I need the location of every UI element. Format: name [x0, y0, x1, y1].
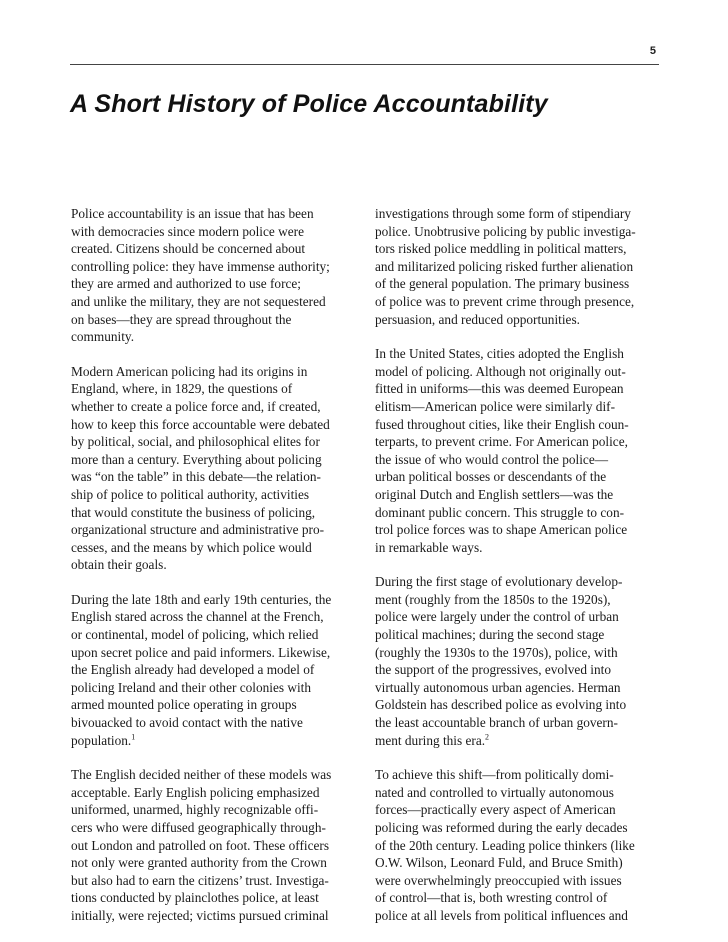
text-line: model of policing. Although not originally out- — [375, 363, 626, 379]
text-line: obtain their goals. — [71, 557, 167, 573]
text-line: that would constitute the business of policing, — [71, 504, 316, 520]
text-line: was “on the table” in this debate—the relation- — [71, 469, 321, 485]
text-line: The English decided neither of these models was — [71, 767, 332, 783]
left-column — [71, 205, 354, 942]
text-line: elitism—American police were similarly dif- — [375, 398, 616, 414]
text-line: more than a century. Everything about policing — [71, 451, 322, 467]
text-line: political machines; during the second stage — [375, 627, 605, 643]
text-line: cesses, and the means by which police would — [71, 539, 312, 555]
text-line: upon secret police and paid informers. Likewise, — [71, 644, 331, 660]
text-line: and militarized policing risked further alienation — [375, 258, 634, 274]
footnote-marker: 2 — [485, 732, 490, 742]
paragraph — [71, 766, 354, 924]
text-line: were overwhelmingly preoccupied with issues — [375, 872, 622, 888]
text-line: in remarkable ways. — [375, 539, 483, 555]
text-line: policing was reformed during the early decades — [375, 820, 628, 835]
text-line: police were largely under the control of urban — [375, 609, 619, 625]
paragraph — [375, 345, 658, 556]
text-line: by political, social, and philosophical elites for — [71, 434, 320, 450]
text-line: on bases—they are spread throughout the — [71, 311, 292, 327]
text-line: In the United States, cities adopted the English — [375, 346, 624, 362]
text-line: fused throughout cities, like their English coun- — [375, 416, 629, 432]
text-line: England, where, in 1829, the questions of — [71, 381, 293, 397]
text-line: (roughly the 1930s to the 1970s), police, with — [375, 644, 618, 660]
paragraph — [71, 205, 354, 346]
text-line: Goldstein has described police as evolving into — [375, 697, 627, 713]
text-line: initially, were rejected; victims pursued criminal — [71, 907, 329, 923]
right-column — [375, 205, 658, 942]
text-line: policing Ireland and their other colonies with — [71, 679, 312, 695]
text-line: how to keep this force accountable were debated — [71, 416, 330, 432]
text-line: the issue of who would control the police— — [375, 451, 609, 467]
text-line: the support of the progressives, evolved into — [375, 662, 611, 678]
text-line: of police was to prevent crime through presence, — [375, 293, 635, 309]
text-line: investigations through some form of stipendiary — [375, 206, 631, 221]
text-line: virtually autonomous urban agencies. Herman — [375, 679, 621, 695]
text-line: created. Citizens should be concerned about — [71, 241, 306, 257]
text-line: forces—practically every aspect of American — [375, 802, 616, 818]
text-line: bivouacked to avoid contact with the native — [71, 715, 303, 731]
text-line: whether to create a police force and, if created, — [71, 398, 321, 414]
text-line: uniformed, unarmed, highly recognizable offi- — [71, 802, 319, 818]
text-line: To achieve this shift—from politically domi- — [375, 767, 614, 783]
text-line: police. Unobtrusive policing by public investiga- — [375, 223, 636, 239]
text-line: tors risked police meddling in political matters, — [375, 241, 627, 257]
text-segment: ment during this era. — [375, 732, 486, 748]
header-rule — [70, 64, 659, 65]
text-line: of the general population. The primary business — [375, 276, 630, 292]
text-segment: population. — [71, 732, 132, 748]
text-line: controlling police: they have immense authority; — [71, 258, 330, 274]
text-line: of the 20th century. Leading police thinkers (like — [375, 837, 635, 853]
text-line: urban political bosses or descendants of the — [375, 469, 607, 485]
footnote-marker: 1 — [131, 732, 136, 742]
text-line: police at all levels from political influences and — [375, 907, 628, 923]
text-line: O.W. Wilson, Leonard Fuld, and Bruce Smith) — [375, 855, 623, 871]
text-line: tions conducted by plainclothes police, at least — [71, 890, 319, 906]
text-line: out London and patrolled on foot. These officers — [71, 837, 329, 853]
text-line: cers who were diffused geographically through- — [71, 820, 326, 835]
text-line: they are armed and authorized to use force; — [71, 276, 302, 292]
text-line: with democracies since modern police were — [71, 223, 304, 239]
text-line — [71, 732, 354, 750]
text-line: the English already had developed a model of — [71, 662, 315, 678]
text-line: dominant public concern. This struggle to con- — [375, 504, 625, 520]
text-line: nated and controlled to virtually autonomous — [375, 784, 614, 800]
paragraph — [375, 205, 658, 328]
text-line: Modern American policing had its origins in — [71, 363, 308, 379]
text-line: ment (roughly from the 1850s to the 1920s), — [375, 591, 611, 607]
text-line: English stared across the channel at the French, — [71, 609, 324, 625]
text-line: acceptable. Early English policing emphasized — [71, 784, 320, 800]
text-line: terparts, to prevent crime. For American police, — [375, 434, 628, 450]
paragraph — [71, 363, 354, 574]
text-line: ship of police to political authority, activities — [71, 486, 310, 502]
text-line: armed mounted police operating in groups — [71, 697, 297, 713]
text-line: not only were granted authority from the Crown — [71, 855, 327, 871]
text-line: During the first stage of evolutionary develop- — [375, 574, 623, 590]
text-line: During the late 18th and early 19th centuries, the — [71, 591, 332, 607]
text-line: or continental, model of policing, which relied — [71, 627, 319, 643]
text-line: persuasion, and reduced opportunities. — [375, 311, 580, 327]
text-line: and unlike the military, they are not sequestered — [71, 293, 326, 309]
text-line — [375, 732, 658, 750]
text-line: the least accountable branch of urban govern- — [375, 715, 618, 731]
text-line: trol police forces was to shape American police — [375, 522, 628, 538]
page-number: 5 — [649, 45, 656, 57]
text-line: fitted in uniforms—this was deemed European — [375, 381, 624, 397]
paragraph — [375, 573, 658, 749]
paragraph — [375, 766, 658, 924]
text-line: of control—that is, both wresting control of — [375, 890, 608, 906]
text-line: but also had to earn the citizens’ trust. Investiga- — [71, 872, 329, 888]
page-title: A Short History of Police Accountability — [70, 90, 548, 118]
paragraph — [71, 591, 354, 749]
text-line: community. — [71, 329, 135, 345]
text-line: organizational structure and administrative pro- — [71, 522, 325, 538]
text-line: Police accountability is an issue that has been — [71, 206, 314, 221]
text-line: original Dutch and English settlers—was the — [375, 486, 614, 502]
